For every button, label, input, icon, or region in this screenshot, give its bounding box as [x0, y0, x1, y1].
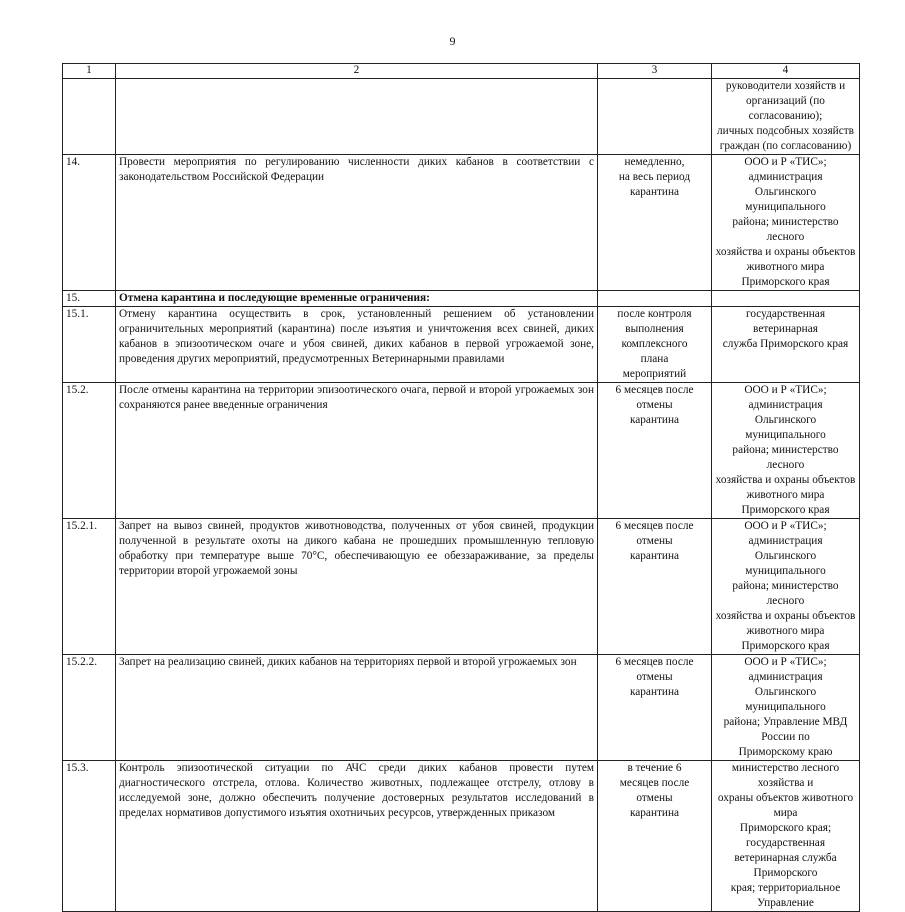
- term-line: мероприятий: [622, 368, 687, 380]
- row-action: Запрет на реализацию свиней, диких кабанов на территориях первой и второй угрожаемых зон: [116, 655, 598, 761]
- executor-line: края; территориальное Управление: [730, 882, 841, 909]
- term-line: отмены: [636, 792, 673, 804]
- row-number: 15.2.: [63, 383, 116, 519]
- row-term: [598, 291, 712, 307]
- term-line: комплексного: [621, 338, 688, 350]
- row-number: 15.2.2.: [63, 655, 116, 761]
- row-number: 15.2.1.: [63, 519, 116, 655]
- header-col-2: 2: [116, 64, 598, 79]
- executor-line: министерство лесного хозяйства и: [731, 762, 840, 789]
- section-heading: Отмена карантина и последующие временные ограничения:: [116, 291, 598, 307]
- term-line: карантина: [629, 186, 680, 198]
- row-term: [598, 79, 712, 155]
- executor-line: ООО и Р «ТИС»; администрация: [744, 156, 827, 183]
- row-executor: [712, 655, 860, 761]
- executor-line: государственная ветеринарная: [745, 308, 826, 335]
- row-executor: [712, 155, 860, 291]
- executor-line: животного мира Приморского края: [741, 625, 830, 652]
- header-col-3: 3: [598, 64, 712, 79]
- row-executor: [712, 519, 860, 655]
- measures-table: [62, 63, 860, 912]
- table-row: [63, 761, 860, 912]
- executor-line: руководители хозяйств и: [725, 80, 846, 92]
- executor-line: Ольгинского муниципального: [745, 686, 826, 713]
- row-term: [598, 307, 712, 383]
- row-action: Запрет на вывоз свиней, продуктов животноводства, полученных от убоя свиней, продукции полученной в результате охоты на дикого кабана не прошедших промышленную тепловую обработку при температуре выше 70°С, обеспечивающую ее обеззараживание, за пределы территории второй угрожаемой зоны: [116, 519, 598, 655]
- term-line: карантина: [629, 414, 680, 426]
- term-line: карантина: [629, 686, 680, 698]
- table-row: [63, 307, 860, 383]
- term-line: 6 месяцев после: [615, 384, 694, 396]
- table-row: [63, 155, 860, 291]
- page-number: 9: [449, 34, 456, 48]
- executor-line: хозяйства и охраны объектов: [715, 610, 856, 622]
- row-number: 14.: [63, 155, 116, 291]
- row-number: [63, 79, 116, 155]
- table-row: [63, 291, 860, 307]
- term-line: на весь период: [618, 171, 691, 183]
- row-executor: [712, 79, 860, 155]
- header-col-4: 4: [712, 64, 860, 79]
- executor-line: Ольгинского муниципального: [745, 414, 826, 441]
- term-line: выполнения: [625, 323, 684, 335]
- term-line: 6 месяцев после: [615, 656, 694, 668]
- executor-line: организаций (по согласованию);: [746, 95, 825, 122]
- term-line: месяцев после: [619, 777, 690, 789]
- term-line: карантина: [629, 550, 680, 562]
- term-line: в течение 6: [627, 762, 682, 774]
- row-action: Контроль эпизоотической ситуации по АЧС среди диких кабанов провести путем диагностического отстрела, отлова. Количество животных, подлежащее отстрелу, отлову в исследуемой зоне, должно обеспечить получение достоверных результатов исследований в пределах нормативов допустимого изъятия охотничьих ресурсов, утвержденных приказом: [116, 761, 598, 912]
- term-line: после контроля: [617, 308, 692, 320]
- table-row: [63, 519, 860, 655]
- row-term: [598, 519, 712, 655]
- table-row: [63, 383, 860, 519]
- table-header-row: [63, 64, 860, 79]
- table-row: [63, 655, 860, 761]
- executor-line: Ольгинского муниципального: [745, 550, 826, 577]
- term-line: отмены: [636, 399, 673, 411]
- term-line: карантина: [629, 807, 680, 819]
- row-number: 15.3.: [63, 761, 116, 912]
- row-action: Отмену карантина осуществить в срок, установленный решением об установлении ограничительных мероприятий (карантина) после изъятия и уничтожения всех свиней, диких кабанов в эпизоотическом очаге и убоя свиней, диких кабанов в первой угрожаемой зоне, проведения других мероприятий, предусмотренных Ветеринарными правилами: [116, 307, 598, 383]
- row-number: 15.: [63, 291, 116, 307]
- row-action: [116, 79, 598, 155]
- row-executor: [712, 291, 860, 307]
- executor-line: животного мира Приморского края: [741, 261, 830, 288]
- executor-line: ООО и Р «ТИС»; администрация: [744, 656, 827, 683]
- term-line: плана: [640, 353, 669, 365]
- table-row: [63, 79, 860, 155]
- row-term: [598, 383, 712, 519]
- executor-line: ветеринарная служба Приморского: [734, 852, 837, 879]
- executor-line: района; Управление МВД России по: [723, 716, 848, 743]
- row-term: [598, 761, 712, 912]
- row-executor: [712, 761, 860, 912]
- row-executor: [712, 383, 860, 519]
- executor-line: Приморскому краю: [738, 746, 833, 758]
- executor-line: ООО и Р «ТИС»; администрация: [744, 384, 827, 411]
- executor-line: граждан (по согласованию): [719, 140, 852, 152]
- executor-line: охраны объектов животного мира: [717, 792, 854, 819]
- term-line: немедленно,: [624, 156, 685, 168]
- row-action: Провести мероприятия по регулированию численности диких кабанов в соответствии с законодательством Российской Федерации: [116, 155, 598, 291]
- executor-line: района; министерство лесного: [732, 444, 839, 471]
- executor-line: хозяйства и охраны объектов: [715, 246, 856, 258]
- executor-line: личных подсобных хозяйств: [717, 125, 854, 137]
- executor-line: Ольгинского муниципального: [745, 186, 826, 213]
- executor-line: Приморского края; государственная: [739, 822, 832, 849]
- executor-line: животного мира Приморского края: [741, 489, 830, 516]
- executor-line: хозяйства и охраны объектов: [715, 474, 856, 486]
- executor-line: района; министерство лесного: [732, 216, 839, 243]
- row-term: [598, 655, 712, 761]
- header-col-1: 1: [63, 64, 116, 79]
- row-number: 15.1.: [63, 307, 116, 383]
- row-executor: [712, 307, 860, 383]
- term-line: отмены: [636, 671, 673, 683]
- executor-line: района; министерство лесного: [732, 580, 839, 607]
- row-action: После отмены карантина на территории эпизоотического очага, первой и второй угрожаемых зон сохраняются ранее введенные ограничения: [116, 383, 598, 519]
- term-line: отмены: [636, 535, 673, 547]
- row-term: [598, 155, 712, 291]
- executor-line: ООО и Р «ТИС»; администрация: [744, 520, 827, 547]
- executor-line: служба Приморского края: [722, 338, 849, 350]
- term-line: 6 месяцев после: [615, 520, 694, 532]
